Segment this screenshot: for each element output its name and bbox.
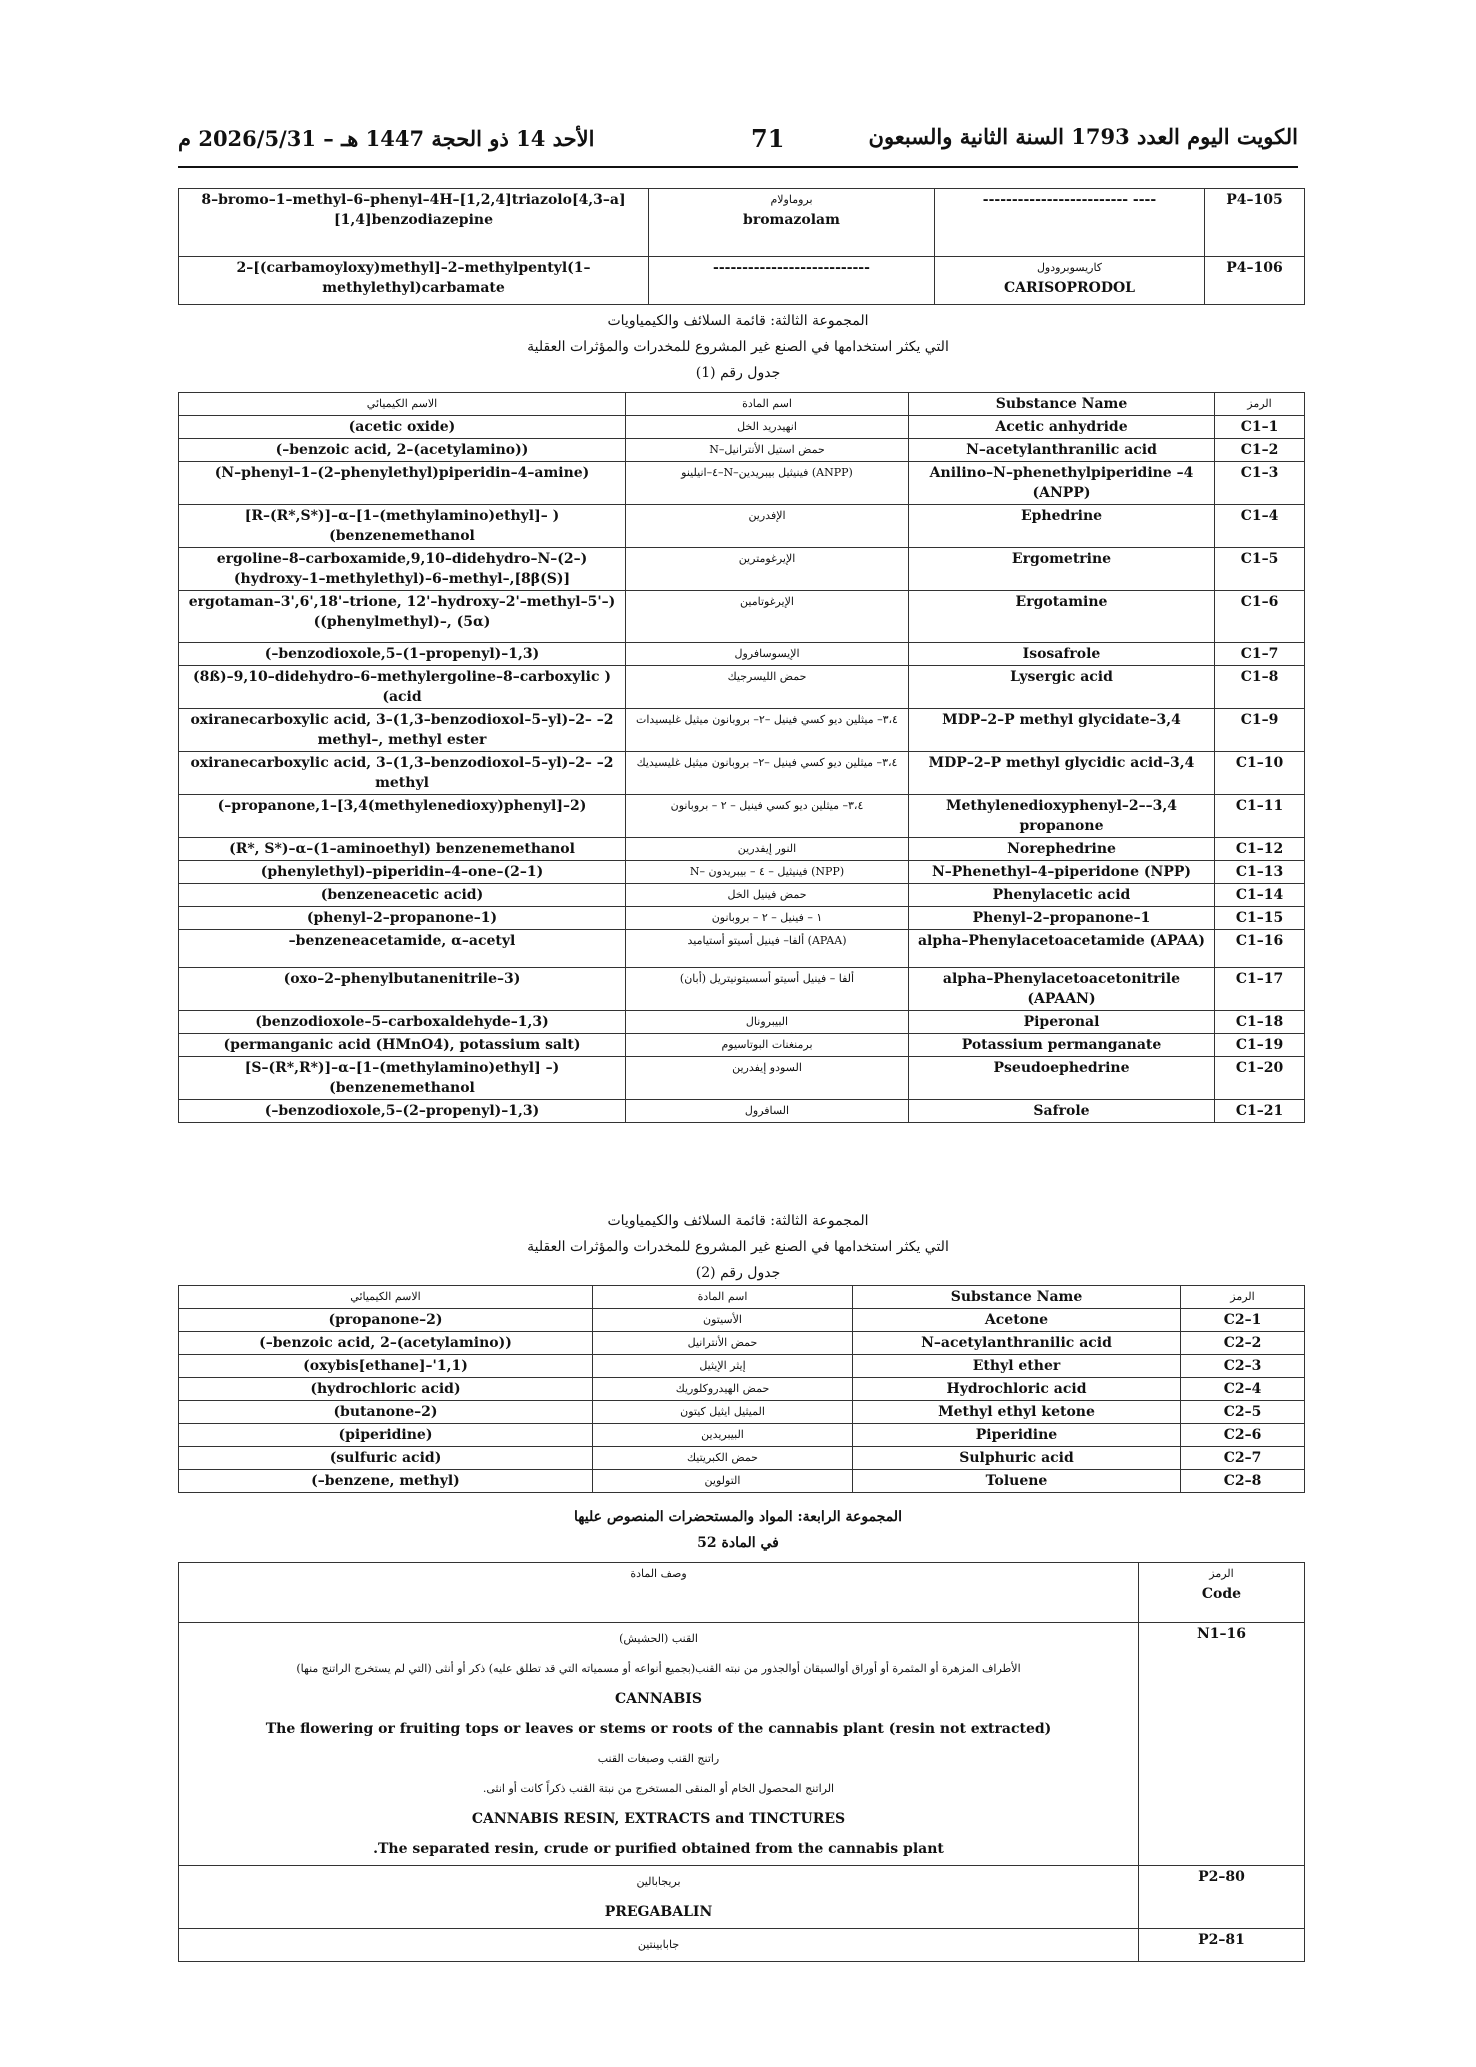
material-cell: حمض الكبريتيك	[593, 1447, 853, 1470]
table-row	[179, 643, 1305, 666]
substance-cell: Lysergic acid	[909, 666, 1215, 709]
substance-cell: MDP–2–P methyl glycidate–3,4	[909, 709, 1215, 752]
header-date: الأحد 14 ذو الحجة 1447 هـ – 2026/5/31 م	[178, 126, 595, 151]
table-row	[179, 1623, 1305, 1866]
code-cell: C2–8	[1181, 1470, 1305, 1493]
description-line: جابابينتين	[637, 1938, 680, 1951]
table-p4	[178, 188, 1305, 305]
table-row	[179, 439, 1305, 462]
chemical-cell: (propanone–2)	[179, 1309, 593, 1332]
chemical-cell: (acetic oxide)	[179, 416, 626, 439]
description-line: الأطراف المزهرة أو المثمرة أو أوراق أوالسيقان أوالجذور من نبته القنب(بجميع أنواعه أو مسمياته التي قد تطلق عليه) ذكر أو أنثى (التي لم يستخرج الراتنج منها)	[296, 1662, 1021, 1675]
group3-title: المجموعة الثالثة: قائمة السلائف والكيمياويات التي يكثر استخدامها في الصنع غير المشروع للمخدرات والمؤثرات العقلية جدول رقم (1)	[527, 313, 949, 381]
material-cell: N– فينيثيل – ٤ – بيبريدون (NPP)	[626, 861, 909, 884]
table-header: الاسم الكيميائي اسم المادة Substance Name الرمز	[179, 393, 1305, 416]
material-cell: الإيرغومترين	[626, 548, 909, 591]
table-row	[179, 1866, 1305, 1929]
table-header: وصف المادة الرمز Code	[179, 1563, 1305, 1623]
substance-cell: ------------------------- ----	[935, 189, 1205, 257]
code-cell: C1–15	[1215, 907, 1305, 930]
substance-cell: Toluene	[853, 1470, 1181, 1493]
chemical-cell: ergotaman–3',6',18'–trione, 12'–hydroxy–2'–methyl–5'–) ((phenylmethyl)–, (5α)	[179, 591, 626, 643]
chemical-cell: (–benzodioxole,5–(1–propenyl)–1,3)	[179, 643, 626, 666]
material-cell: السافرول	[626, 1100, 909, 1123]
material-cell: النور إيفدرين	[626, 838, 909, 861]
table-row	[179, 1378, 1305, 1401]
code-cell: C1–10	[1215, 752, 1305, 795]
code-cell: C1–13	[1215, 861, 1305, 884]
material-cell: الإيرغوتامين	[626, 591, 909, 643]
material-cell: ٤–انيلينو–N–فينيثيل بيبريدين (ANPP)	[626, 462, 909, 505]
material-cell: ٣،٤– ميثلين ديو كسي فينيل –٢– بروبانون ميثيل غليسيدات	[626, 709, 909, 752]
table-row	[179, 795, 1305, 838]
chemical-cell: (sulfuric acid)	[179, 1447, 593, 1470]
table-row	[179, 709, 1305, 752]
table-row	[179, 861, 1305, 884]
chemical-cell: 2–[(carbamoyloxy)methyl]–2–methylpentyl(1–methylethyl)carbamate	[179, 257, 649, 305]
code-cell: C2–6	[1181, 1424, 1305, 1447]
table-row	[179, 666, 1305, 709]
table-2	[178, 1285, 1305, 1493]
substance-cell: Isosafrole	[909, 643, 1215, 666]
code-cell: C1–2	[1215, 439, 1305, 462]
material-cell: البيبرونال	[626, 1011, 909, 1034]
code-cell: C1–14	[1215, 884, 1305, 907]
table-row	[179, 1057, 1305, 1100]
substance-cell: Ergometrine	[909, 548, 1215, 591]
chemical-cell: (8ß)–9,10–didehydro–6–methylergoline–8–carboxylic ) (acid	[179, 666, 626, 709]
code-cell: C2–7	[1181, 1447, 1305, 1470]
material-cell: انهيدريد الخل	[626, 416, 909, 439]
substance-cell: Safrole	[909, 1100, 1215, 1123]
table-row	[179, 1424, 1305, 1447]
material-cell: ألفا– فينيل أسيتو أستياميد (APAA)	[626, 930, 909, 968]
table-row	[179, 1470, 1305, 1493]
header-issue: الكويت اليوم العدد 1793 السنة الثانية والسبعون	[868, 124, 1298, 149]
header-rule	[178, 166, 1298, 168]
chemical-cell: (–benzodioxole,5–(2–propenyl)–1,3)	[179, 1100, 626, 1123]
chemical-cell: (permanganic acid (HMnO4), potassium salt)	[179, 1034, 626, 1057]
substance-cell: N–acetylanthranilic acid	[909, 439, 1215, 462]
code-cell: P2–80	[1139, 1866, 1305, 1929]
table-row	[179, 1100, 1305, 1123]
page-number: 71	[751, 124, 785, 153]
code-cell: C1–18	[1215, 1011, 1305, 1034]
material-cell: بروماولام bromazolam	[649, 189, 935, 257]
table-row	[179, 1309, 1305, 1332]
chemical-cell: (piperidine)	[179, 1424, 593, 1447]
description-line: بريجابالين	[636, 1875, 681, 1888]
substance-cell: كاريسوبرودول CARISOPRODOL	[935, 257, 1205, 305]
substance-cell: Norephedrine	[909, 838, 1215, 861]
table-row	[179, 1355, 1305, 1378]
table-row	[179, 752, 1305, 795]
table-row	[179, 548, 1305, 591]
description-line: الراتنج المحصول الخام أو المنقى المستخرج من نبتة القنب ذكراً كانت أو انثى.	[482, 1782, 835, 1795]
description-cell	[179, 1866, 1139, 1929]
substance-cell: alpha–Phenylacetoacetamide (APAA)	[909, 930, 1215, 968]
table-row	[179, 907, 1305, 930]
chemical-cell: (butanone–2)	[179, 1401, 593, 1424]
material-cell: التولوين	[593, 1470, 853, 1493]
material-cell: ٣،٤– ميثلين ديو كسي فينيل – ٢ – بروبانون	[626, 795, 909, 838]
material-cell: الميثيل ايثيل كيتون	[593, 1401, 853, 1424]
code-cell: C1–9	[1215, 709, 1305, 752]
chemical-cell: [S–(R*,R*)]–α–[1–(methylamino)ethyl] –) (benzenemethanol	[179, 1057, 626, 1100]
chemical-cell: (phenylethyl)–piperidin–4–one–(2–1)	[179, 861, 626, 884]
table-3	[178, 1562, 1305, 1962]
code-cell: N1–16	[1139, 1623, 1305, 1866]
material-cell: الأسيتون	[593, 1309, 853, 1332]
code-cell: C1–7	[1215, 643, 1305, 666]
table-1	[178, 392, 1305, 1123]
code-cell: C1–17	[1215, 968, 1305, 1011]
substance-cell: Phenyl–2–propanone–1	[909, 907, 1215, 930]
code-cell: P4–106	[1205, 257, 1305, 305]
material-cell: ١ – فينيل – ٢ – بروبانون	[626, 907, 909, 930]
description-line: CANNABIS	[615, 1691, 702, 1707]
substance-cell: Acetone	[853, 1309, 1181, 1332]
code-cell: C1–3	[1215, 462, 1305, 505]
material-cell: حمض فينيل الخل	[626, 884, 909, 907]
substance-cell: MDP–2–P methyl glycidic acid–3,4	[909, 752, 1215, 795]
code-cell: C1–5	[1215, 548, 1305, 591]
substance-cell: Potassium permanganate	[909, 1034, 1215, 1057]
code-cell: C2–1	[1181, 1309, 1305, 1332]
chemical-cell: [R–(R*,S*)]–α–[1–(methylamino)ethyl]– ) (benzenemethanol	[179, 505, 626, 548]
chemical-cell: (–benzene, methyl)	[179, 1470, 593, 1493]
code-cell: C1–16	[1215, 930, 1305, 968]
substance-cell: Anilino–N–phenethylpiperidine –4 (ANPP)	[909, 462, 1215, 505]
description-cell	[179, 1929, 1139, 1962]
material-cell: ألفا – فينيل أسيتو أسسيتونيتريل (أبان)	[626, 968, 909, 1011]
code-cell: P4–105	[1205, 189, 1305, 257]
chemical-cell: 8–bromo–1–methyl–6–phenyl–4H–[1,2,4]triazolo[4,3–a][1,4]benzodiazepine	[179, 189, 649, 257]
page-header	[178, 118, 1298, 158]
material-cell: الإيسوسافرول	[626, 643, 909, 666]
code-cell: C2–5	[1181, 1401, 1305, 1424]
code-cell: C1–21	[1215, 1100, 1305, 1123]
code-cell: C1–8	[1215, 666, 1305, 709]
chemical-cell: (phenyl–2–propanone–1)	[179, 907, 626, 930]
table-row	[179, 968, 1305, 1011]
table-row	[179, 838, 1305, 861]
material-cell: الإفدرين	[626, 505, 909, 548]
material-cell: السودو إيفدرين	[626, 1057, 909, 1100]
substance-cell: alpha–Phenylacetoacetonitrile (APAAN)	[909, 968, 1215, 1011]
description-line: راتنج القنب وصبغات القنب	[597, 1752, 720, 1765]
description-line: .The separated resin, crude or purified obtained from the cannabis plant	[373, 1841, 944, 1857]
code-cell: P2–81	[1139, 1929, 1305, 1962]
substance-cell: Methyl ethyl ketone	[853, 1401, 1181, 1424]
group4-title: المجموعة الرابعة: المواد والمستحضرات المنصوص عليها في المادة 52	[574, 1509, 902, 1551]
table-header: الاسم الكيميائي اسم المادة Substance Name الرمز	[179, 1286, 1305, 1309]
material-cell: N–حمض استيل الأنترانيل	[626, 439, 909, 462]
chemical-cell: (–benzoic acid, 2–(acetylamino))	[179, 1332, 593, 1355]
code-cell: C2–4	[1181, 1378, 1305, 1401]
table-row	[179, 591, 1305, 643]
description-line: CANNABIS RESIN, EXTRACTS and TINCTURES	[471, 1811, 846, 1827]
code-cell: C2–3	[1181, 1355, 1305, 1378]
chemical-cell: (R*, S*)–α–(1–aminoethyl) benzenemethanol	[179, 838, 626, 861]
table-row	[179, 257, 1305, 305]
substance-cell: Hydrochloric acid	[853, 1378, 1181, 1401]
chemical-cell: (benzeneacetic acid)	[179, 884, 626, 907]
material-cell: ٣،٤– ميثلين ديو كسي فينيل –٢– بروبانون ميثيل غليسيديك	[626, 752, 909, 795]
table-row	[179, 1447, 1305, 1470]
description-line: PREGABALIN	[604, 1904, 713, 1920]
code-cell: C1–6	[1215, 591, 1305, 643]
table-row	[179, 416, 1305, 439]
table-row	[179, 930, 1305, 968]
table-row	[179, 1332, 1305, 1355]
chemical-cell: (N–phenyl–1–(2–phenylethyl)piperidin–4–amine)	[179, 462, 626, 505]
code-cell: C1–4	[1215, 505, 1305, 548]
substance-cell: Ephedrine	[909, 505, 1215, 548]
substance-cell: N–acetylanthranilic acid	[853, 1332, 1181, 1355]
table-row	[179, 1929, 1305, 1962]
substance-cell: Phenylacetic acid	[909, 884, 1215, 907]
code-cell: C1–12	[1215, 838, 1305, 861]
group3-title-2: المجموعة الثالثة: قائمة السلائف والكيمياويات التي يكثر استخدامها في الصنع غير المشروع للمخدرات والمؤثرات العقلية جدول رقم (2)	[527, 1213, 949, 1281]
substance-cell: Piperidine	[853, 1424, 1181, 1447]
chemical-cell: (–propanone,1–[3,4(methylenedioxy)phenyl]–2)	[179, 795, 626, 838]
description-cell	[179, 1623, 1139, 1866]
material-cell: ---------------------------	[649, 257, 935, 305]
substance-cell: Pseudoephedrine	[909, 1057, 1215, 1100]
table-row	[179, 1401, 1305, 1424]
description-line: The flowering or fruiting tops or leaves or stems or roots of the cannabis plant (resin not extracted)	[265, 1721, 1052, 1737]
substance-cell: Acetic anhydride	[909, 416, 1215, 439]
chemical-cell: (benzodioxole–5–carboxaldehyde–1,3)	[179, 1011, 626, 1034]
substance-cell: N–Phenethyl–4–piperidone (NPP)	[909, 861, 1215, 884]
chemical-cell: (oxybis[ethane]–'1,1)	[179, 1355, 593, 1378]
material-cell: حمض الليسرجيك	[626, 666, 909, 709]
material-cell: البيبريدين	[593, 1424, 853, 1447]
table-row	[179, 462, 1305, 505]
material-cell: حمض الهيدروكلوريك	[593, 1378, 853, 1401]
table-row	[179, 189, 1305, 257]
substance-cell: Ergotamine	[909, 591, 1215, 643]
material-cell: حمض الأنترانيل	[593, 1332, 853, 1355]
description-line: القنب (الحشيش)	[619, 1632, 698, 1645]
chemical-cell: ergoline–8–carboxamide,9,10–didehydro–N–(2–) (hydroxy–1–methylethyl)–6–methyl–,[8β(S)]	[179, 548, 626, 591]
chemical-cell: (hydrochloric acid)	[179, 1378, 593, 1401]
table-row	[179, 884, 1305, 907]
material-cell: برمنغنات البوتاسيوم	[626, 1034, 909, 1057]
code-cell: C1–1	[1215, 416, 1305, 439]
table-row	[179, 1034, 1305, 1057]
table-row	[179, 1011, 1305, 1034]
code-cell: C1–19	[1215, 1034, 1305, 1057]
chemical-cell: (oxo–2–phenylbutanenitrile–3)	[179, 968, 626, 1011]
code-cell: C1–11	[1215, 795, 1305, 838]
chemical-cell: oxiranecarboxylic acid, 3–(1,3–benzodioxol–5–yl)–2– –2 methyl–, methyl ester	[179, 709, 626, 752]
substance-cell: Sulphuric acid	[853, 1447, 1181, 1470]
table-row	[179, 505, 1305, 548]
substance-cell: Ethyl ether	[853, 1355, 1181, 1378]
substance-cell: Piperonal	[909, 1011, 1215, 1034]
chemical-cell: oxiranecarboxylic acid, 3–(1,3–benzodioxol–5–yl)–2– –2 methyl	[179, 752, 626, 795]
substance-cell: Methylenedioxyphenyl–2––3,4 propanone	[909, 795, 1215, 838]
chemical-cell: (–benzoic acid, 2–(acetylamino))	[179, 439, 626, 462]
code-cell: C2–2	[1181, 1332, 1305, 1355]
material-cell: إيثر الإيثيل	[593, 1355, 853, 1378]
chemical-cell: –benzeneacetamide, α–acetyl	[179, 930, 626, 968]
code-cell: C1–20	[1215, 1057, 1305, 1100]
